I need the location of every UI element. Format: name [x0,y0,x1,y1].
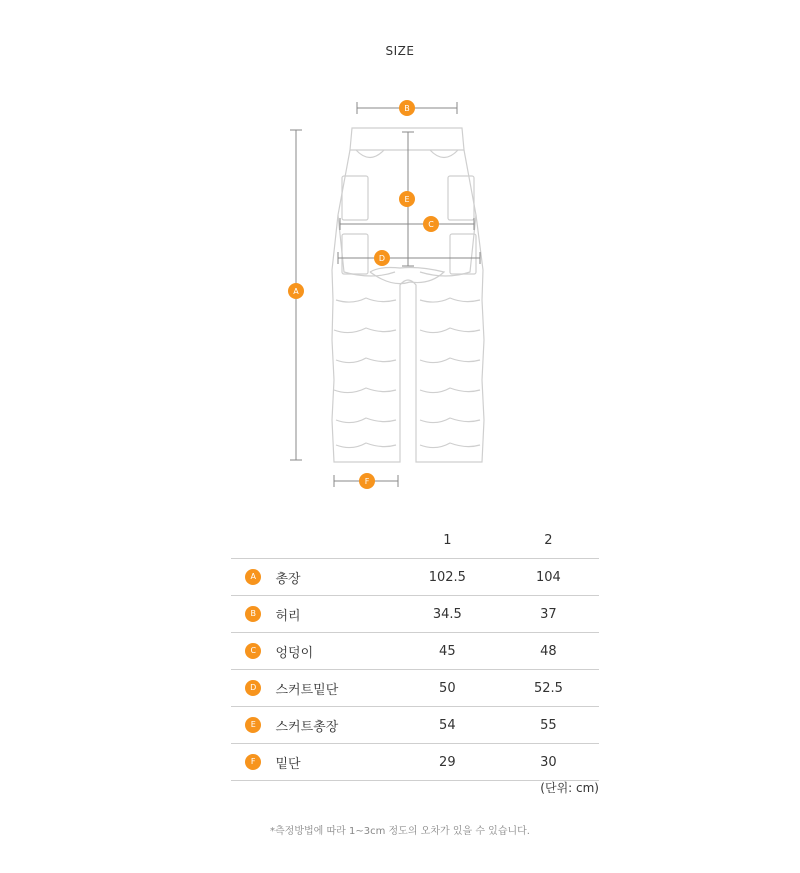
table-cell: 104 [498,559,599,596]
measurement-lines [290,102,480,487]
table-row [231,744,599,781]
marker-badge: D [245,680,261,696]
table-cell: 34.5 [397,596,498,633]
measurement-name: 허리 [275,596,396,633]
measurement-note: *측정방법에 따라 1~3cm 정도의 오차가 있을 수 있습니다. [270,826,530,837]
table-row [231,596,599,633]
table-cell: 48 [498,633,599,670]
table-row [231,707,599,744]
marker-badge: F [245,754,261,770]
table-cell: 37 [498,596,599,633]
measurement-name: 엉덩이 [275,633,396,670]
marker-d [374,250,390,266]
marker-e [399,191,415,207]
svg-text:D: D [378,254,386,263]
svg-text:E: E [404,195,410,204]
marker-badge: C [245,643,261,659]
measurement-name: 밑단 [275,744,396,781]
unit-label: (단위: cm) [540,781,599,795]
measurement-name: 스커트밑단 [275,670,396,707]
table-cell: 102.5 [397,559,498,596]
table-cell: 54 [397,707,498,744]
marker-c [423,216,439,232]
table-cell: 50 [397,670,498,707]
table-row [231,633,599,670]
marker-badge: A [245,569,261,585]
svg-text:B: B [404,104,410,113]
column-header: 2 [544,532,553,548]
svg-text:A: A [293,287,299,296]
marker-f [359,473,375,489]
table-cell: 45 [397,633,498,670]
svg-text:C: C [428,220,434,229]
table-cell: 52.5 [498,670,599,707]
marker-badge: B [245,606,261,622]
table-cell: 55 [498,707,599,744]
size-table [231,522,599,781]
table-cell: 29 [397,744,498,781]
marker-badge: E [245,717,261,733]
table-row [231,559,599,596]
marker-a [288,283,304,299]
column-header: 1 [443,532,452,548]
measurement-name: 스커트총장 [275,707,396,744]
svg-text:F: F [364,477,370,486]
table-header-row [231,522,599,559]
measurement-name: 총장 [275,559,396,596]
page-title: SIZE [385,44,415,58]
marker-b [399,100,415,116]
table-cell: 30 [498,744,599,781]
table-row [231,670,599,707]
